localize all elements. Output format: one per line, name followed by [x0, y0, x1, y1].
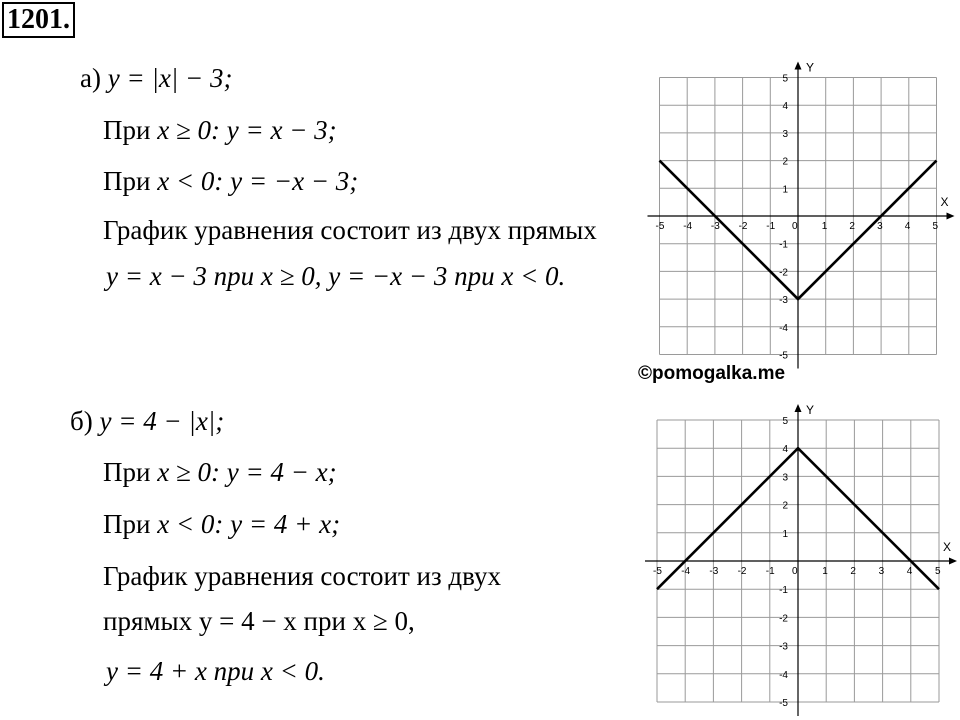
y-axis-arrow — [795, 62, 802, 70]
part-a-equation-line — [80, 62, 232, 94]
y-tick-label: -5 — [779, 698, 788, 709]
case-condition: x < 0: — [157, 509, 224, 539]
x-axis-name: X — [943, 540, 952, 554]
x-tick-label: -3 — [710, 221, 720, 232]
x-tick-label: -2 — [737, 566, 747, 577]
y-tick-label: 4 — [782, 101, 788, 113]
y-tick-label: 1 — [782, 528, 788, 540]
graph-b — [632, 400, 960, 716]
case-lead: При — [103, 457, 151, 487]
x-axis-arrow — [949, 558, 957, 565]
y-tick-label: 3 — [782, 472, 788, 484]
x-tick-label: 1 — [822, 566, 828, 577]
x-axis-name: X — [940, 195, 949, 209]
x-tick-label: -3 — [709, 566, 719, 577]
graph-a — [640, 58, 960, 370]
y-tick-label: -1 — [779, 585, 788, 597]
y-tick-label: 1 — [782, 184, 788, 196]
x-tick-label: -5 — [653, 566, 662, 577]
y-tick-label: 2 — [782, 500, 788, 512]
part-a-conclusion-1: График уравнения состоит из двух прямых — [103, 215, 597, 245]
x-tick-label: 4 — [904, 221, 911, 232]
y-tick-label: -3 — [779, 641, 788, 653]
x-tick-label: -1 — [765, 566, 775, 577]
y-tick-label: 5 — [782, 73, 788, 85]
x-tick-label: 3 — [878, 566, 885, 577]
case-lead: При — [103, 115, 151, 145]
y-tick-label: 4 — [782, 444, 788, 456]
x-tick-label: 3 — [877, 221, 883, 232]
case-expression: y = −x − 3; — [230, 166, 359, 196]
part-b-equation-line — [70, 405, 224, 437]
y-axis-arrow — [795, 404, 802, 412]
part-b-equation: y = 4 − |x|; — [99, 406, 225, 436]
x-axis-arrow — [947, 213, 955, 220]
part-a-label: а) — [80, 63, 101, 93]
problem-number: 1201. — [2, 2, 75, 38]
y-tick-label: -4 — [779, 669, 788, 681]
part-b-case-positive — [103, 456, 337, 488]
part-b-conclusion-1: График уравнения состоит из двух — [103, 561, 501, 591]
y-axis-name: Y — [806, 403, 815, 417]
part-a-case-negative — [103, 165, 358, 197]
part-a-case-positive — [103, 114, 337, 146]
part-b-case-negative — [103, 508, 340, 540]
part-a-conclusion-2: y = x − 3 при x ≥ 0, y = −x − 3 при x < 0. — [106, 261, 566, 291]
x-tick-label: -1 — [766, 221, 776, 232]
x-tick-label: 0 — [792, 566, 798, 577]
x-tick-label: 5 — [935, 566, 941, 577]
graph-a-svg — [640, 58, 960, 370]
case-expression: y = 4 + x; — [230, 509, 341, 539]
x-tick-label: -4 — [681, 566, 691, 577]
y-tick-label: 5 — [782, 416, 788, 427]
case-condition: x < 0: — [157, 166, 224, 196]
x-tick-label: -2 — [738, 221, 748, 232]
x-tick-label: 1 — [821, 221, 828, 232]
case-condition: x ≥ 0: — [157, 115, 220, 145]
case-expression: y = 4 − x; — [226, 457, 337, 487]
y-tick-label: -3 — [779, 295, 788, 307]
case-lead: При — [103, 166, 151, 196]
x-tick-label: 4 — [906, 566, 913, 577]
x-tick-label: 2 — [849, 221, 855, 232]
y-tick-label: -1 — [779, 239, 788, 251]
x-tick-label: 0 — [792, 221, 798, 232]
part-b-conclusion-3: y = 4 + x при x < 0. — [106, 656, 325, 686]
case-lead: При — [103, 509, 151, 539]
x-tick-label: -4 — [683, 221, 693, 232]
case-expression: y = x − 3; — [226, 115, 337, 145]
y-tick-label: 2 — [782, 156, 788, 168]
y-tick-label: 3 — [782, 128, 788, 140]
watermark: ©pomogalka.me — [638, 363, 786, 384]
part-a-equation: y = |x| − 3; — [107, 63, 233, 93]
x-tick-label: 2 — [850, 566, 856, 577]
y-tick-label: -2 — [779, 613, 788, 625]
x-tick-label: -5 — [655, 221, 665, 232]
y-tick-label: -4 — [779, 322, 788, 334]
part-b-label: б) — [70, 406, 93, 436]
part-b-conclusion-2: прямых y = 4 − x при x ≥ 0, — [103, 606, 415, 636]
graph-b-svg — [632, 400, 960, 716]
y-tick-label: -2 — [779, 267, 788, 279]
y-axis-name: Y — [806, 60, 815, 75]
case-condition: x ≥ 0: — [157, 457, 220, 487]
x-tick-label: 5 — [932, 221, 939, 232]
y-tick-label: -5 — [779, 350, 788, 362]
